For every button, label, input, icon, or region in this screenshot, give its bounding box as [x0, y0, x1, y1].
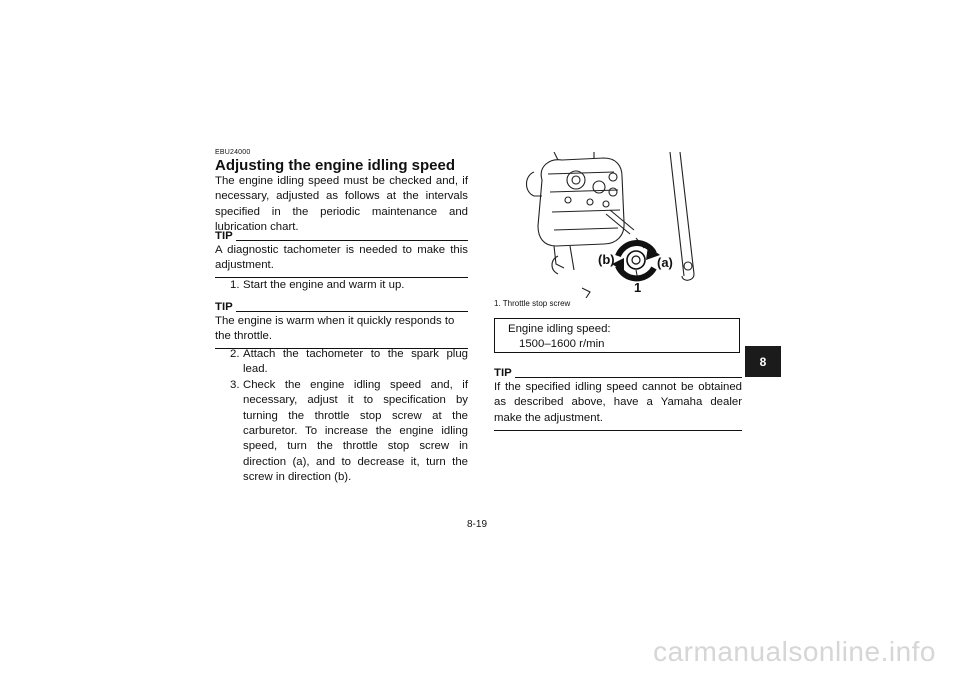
tip-text: The engine is warm when it quickly responds to the throttle.	[215, 314, 468, 349]
section-heading: Adjusting the engine idling speed	[215, 157, 456, 174]
spec-label: Engine idling speed:	[508, 323, 611, 335]
tip-header	[494, 367, 742, 380]
section-code: EBU24000	[215, 149, 251, 156]
step-number: 3.	[230, 378, 240, 391]
figure-caption: 1. Throttle stop screw	[494, 299, 571, 308]
tip-label: TIP	[215, 230, 233, 242]
steps-list-second	[215, 347, 468, 486]
tip-text: If the specified idling speed cannot be obtained as described above, have a Yamaha dealer make the adjustment.	[494, 380, 742, 431]
step-text: Start the engine and warm it up.	[243, 279, 405, 291]
tip-block-warm-engine	[215, 301, 468, 349]
direction-b-label: (b)	[598, 252, 615, 267]
tip-rule	[515, 377, 742, 378]
direction-a-label: (a)	[657, 255, 673, 270]
watermark-text: carmanualsonline.info	[653, 636, 936, 667]
tip-rule	[236, 311, 468, 312]
tip-label: TIP	[215, 301, 233, 313]
list-item	[215, 378, 468, 486]
tip-block-dealer	[494, 367, 742, 431]
list-item	[215, 278, 468, 293]
tip-block-tachometer	[215, 230, 468, 278]
carburetor-illustration	[494, 152, 740, 298]
callout-number-label: 1	[634, 280, 642, 295]
step-number: 1.	[230, 279, 240, 291]
tip-header	[215, 301, 468, 314]
chapter-tab: 8	[745, 346, 781, 377]
tip-rule	[236, 240, 468, 241]
page-number: 8-19	[467, 519, 488, 530]
tip-header	[215, 230, 468, 243]
tip-text: A diagnostic tachometer is needed to make this adjustment.	[215, 243, 468, 278]
step-text: Attach the tachometer to the spark plug lead.	[243, 348, 468, 376]
steps-list-first	[215, 278, 468, 293]
list-item	[215, 347, 468, 378]
step-number: 2.	[230, 348, 240, 360]
intro-paragraph: The engine idling speed must be checked and, if necessary, adjusted as follows at the intervals specified in the periodic maintenance and lubrication chart.	[215, 175, 468, 234]
spec-value: 1500–1600 r/min	[519, 338, 605, 350]
step-text: Check the engine idling speed and, if necessary, adjust it to specification by turning the throttle stop screw at the carburetor. To increase the engine idling speed, turn the throttle stop screw in direction (a), and to decrease it, turn the screw in direction (b).	[243, 378, 468, 484]
throttle-stop-screw	[627, 251, 645, 269]
carburetor-drawing	[527, 152, 695, 298]
spec-box	[494, 318, 740, 353]
tip-label: TIP	[494, 367, 512, 379]
